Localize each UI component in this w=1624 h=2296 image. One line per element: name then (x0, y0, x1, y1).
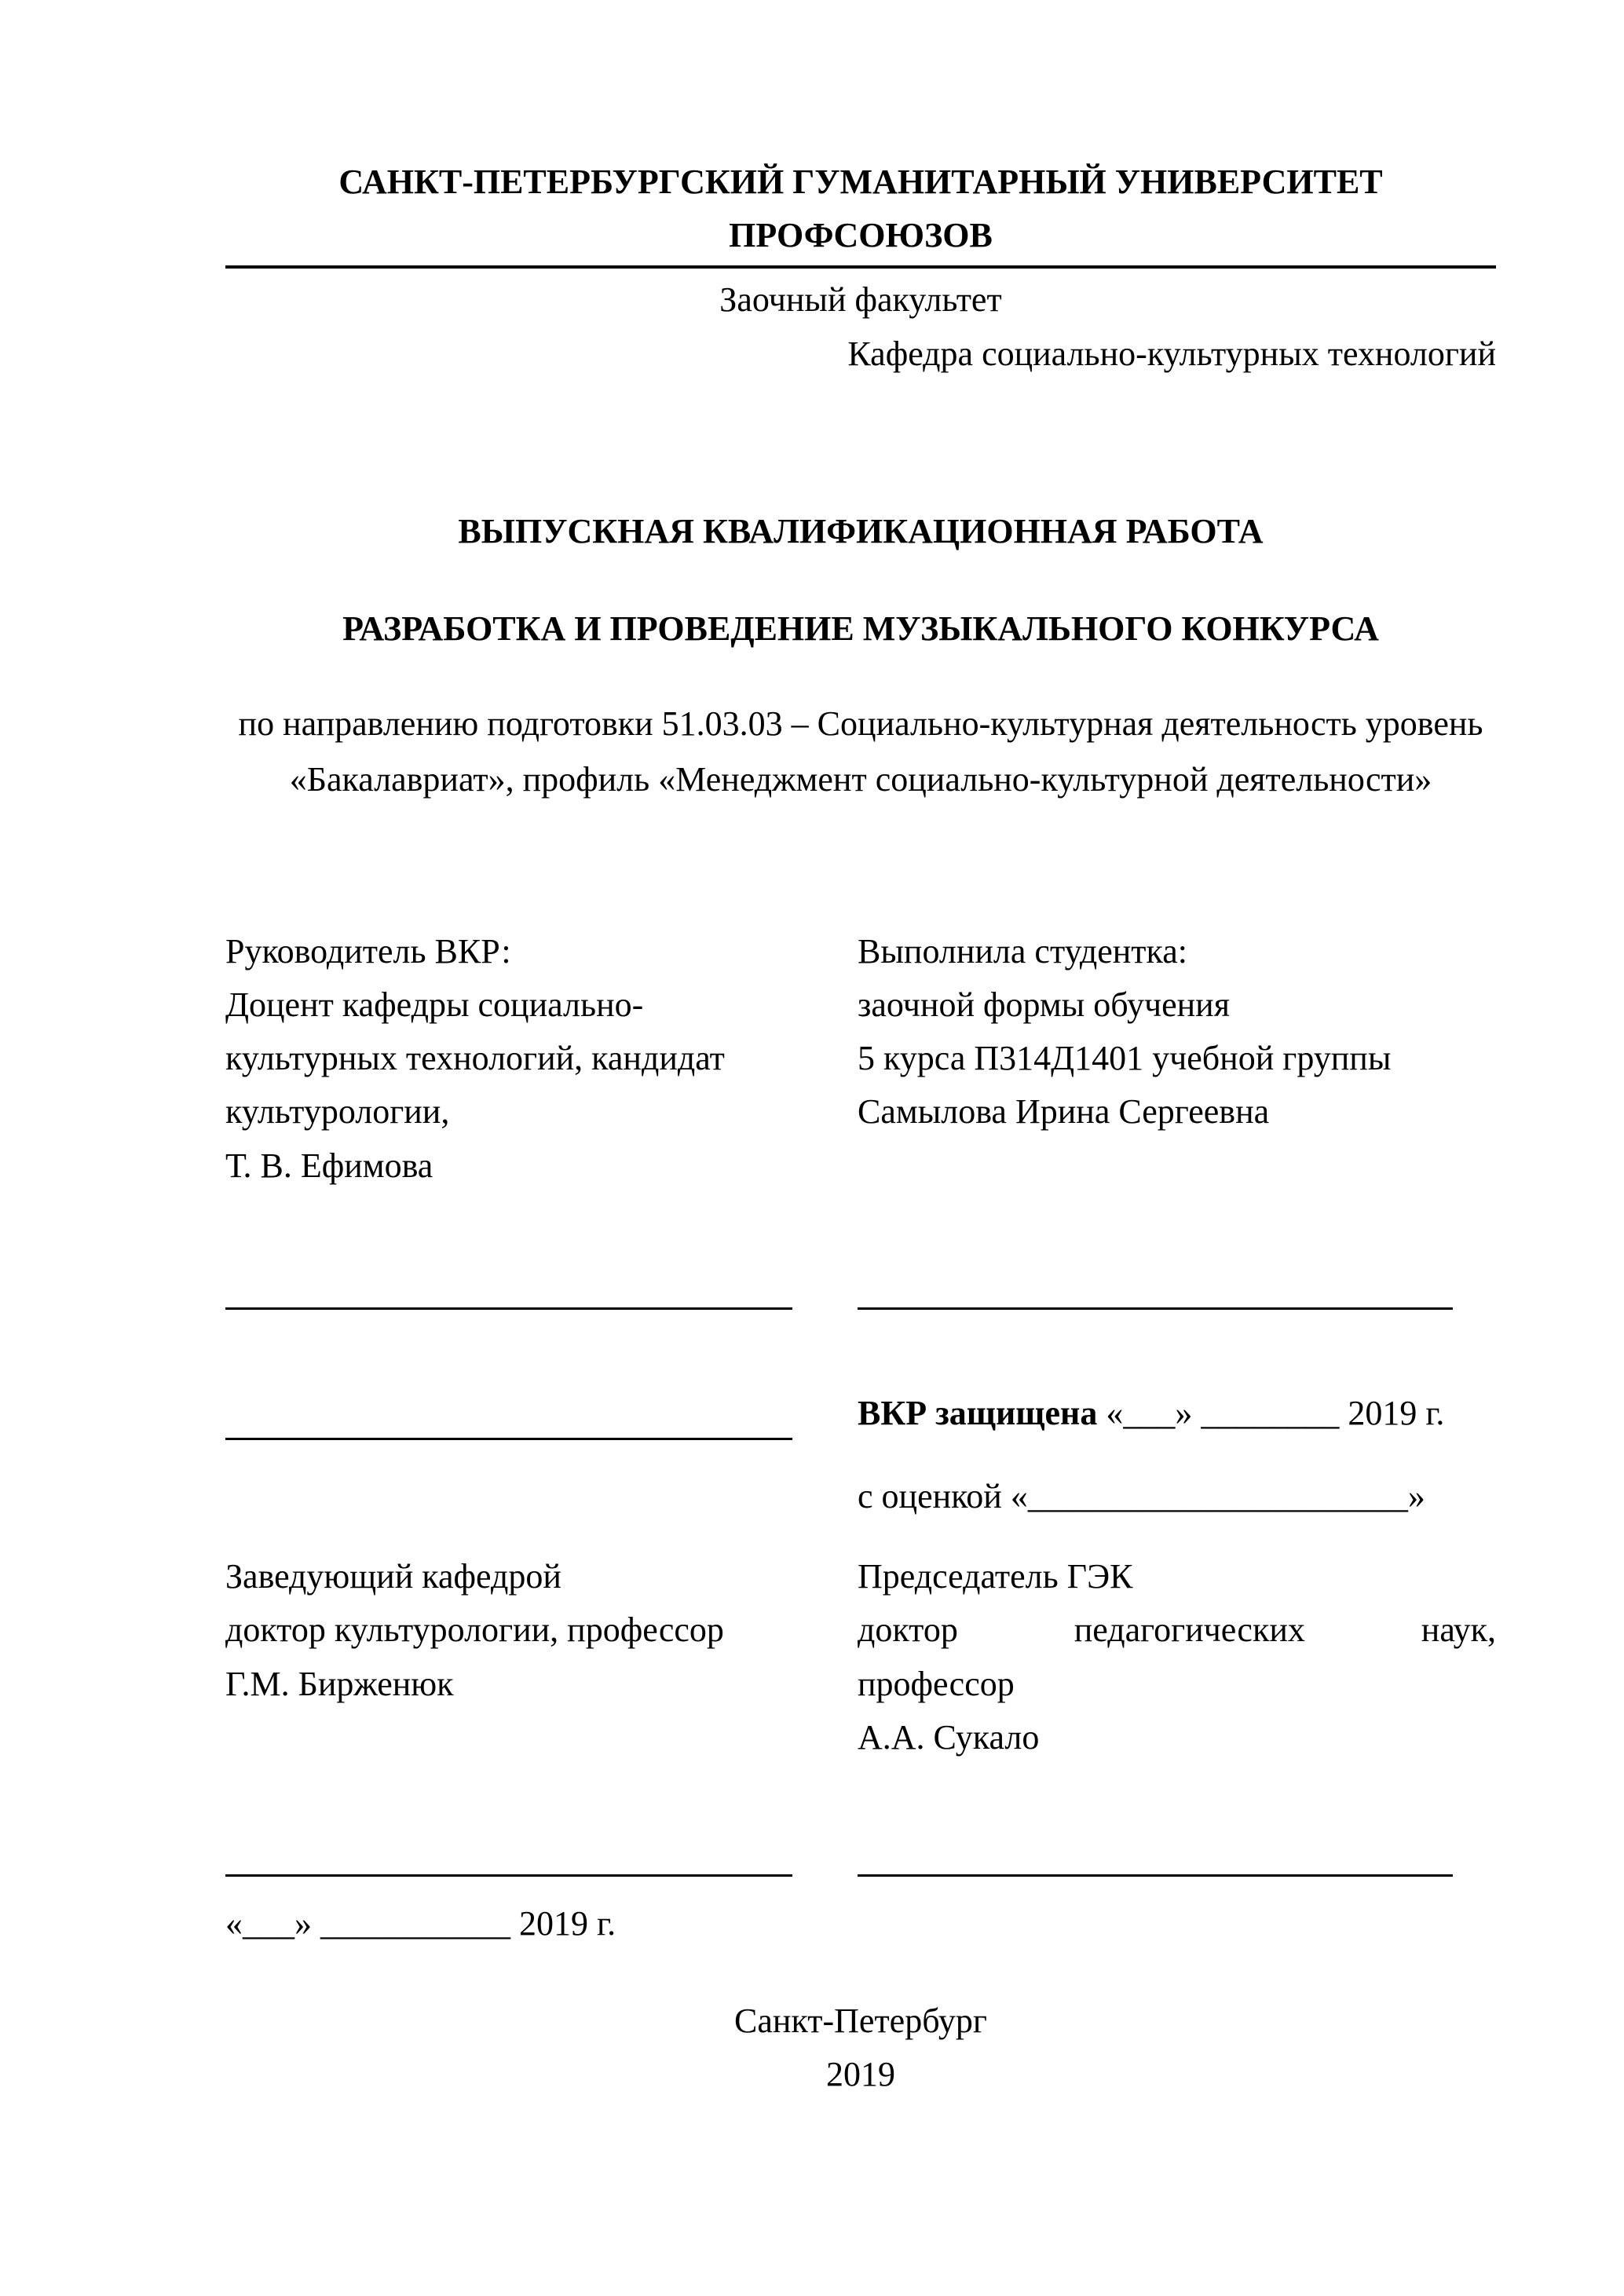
supervisor-position: Доцент кафедры социально-культурных технологий, кандидат культурологии, (225, 985, 725, 1132)
student-group: 5 курса П314Д1401 учебной группы (858, 1039, 1392, 1078)
officials-row (225, 1550, 1496, 1764)
document-footer (225, 1994, 1496, 2101)
faculty-name: Заочный факультет (719, 280, 1002, 320)
supervisor-name: Т. В. Ефимова (225, 1146, 433, 1185)
work-type-title: ВЫПУСКНАЯ КВАЛИФИКАЦИОННАЯ РАБОТА (458, 511, 1264, 550)
date-blank-line: «___» ___________ 2019 г. (225, 1903, 616, 1943)
footer-city: Санкт-Петербург (734, 2002, 987, 2041)
gek-chair-signature-line (858, 1835, 1453, 1877)
head-of-department-title: Заведующий кафедрой (225, 1557, 561, 1596)
gek-chair-rank: профессор (858, 1664, 1015, 1703)
signature-row-1 (225, 1268, 1496, 1310)
defense-statement (858, 1387, 1496, 1440)
student-block (858, 925, 1496, 1193)
supervisor-signature-line (225, 1268, 792, 1310)
student-label: Выполнила студентка: (858, 931, 1187, 971)
head-of-department-block (225, 1550, 858, 1764)
program-description: по направлению подготовки 51.03.03 – Социально-культурная деятельность уровень «Бакалавриат», профиль «Менеджмент социально-культурной деятельности» (238, 704, 1483, 799)
gek-chair-block (858, 1550, 1496, 1764)
defense-date-blank: «___» ________ 2019 г. (1097, 1393, 1445, 1432)
department-name: Кафедра социально-культурных технологий (847, 334, 1496, 373)
university-name: САНКТ-ПЕТЕРБУРГСКИЙ ГУМАНИТАРНЫЙ УНИВЕРСИТЕТ ПРОФСОЮЗОВ (225, 155, 1496, 269)
head-of-department-signature-line (225, 1835, 792, 1877)
head-of-department-degree: доктор культурологии, профессор (225, 1610, 724, 1650)
student-signature-line (858, 1268, 1453, 1310)
signature-line (225, 1398, 792, 1440)
gek-chair-degree: доктор педагогических наук, (858, 1610, 1496, 1650)
document-header (225, 155, 1496, 381)
student-study-form: заочной формы обучения (858, 985, 1230, 1025)
defense-label: ВКР защищена (858, 1393, 1098, 1432)
gek-chair-name: А.А. Сукало (858, 1717, 1040, 1757)
footer-year: 2019 (826, 2055, 895, 2094)
student-name: Самылова Ирина Сергеевна (858, 1092, 1270, 1132)
work-title: РАЗРАБОТКА И ПРОВЕДЕНИЕ МУЗЫКАЛЬНОГО КОНКУРСА (342, 609, 1379, 648)
defense-row (225, 1387, 1496, 1440)
supervisor-block (225, 925, 858, 1193)
supervisor-student-row (225, 925, 1496, 1193)
supervisor-label: Руководитель ВКР: (225, 931, 511, 971)
gek-chair-title: Председатель ГЭК (858, 1557, 1133, 1596)
grade-blank-line: с оценкой «______________________» (858, 1477, 1425, 1516)
signature-row-2 (225, 1835, 1496, 1877)
head-of-department-name: Г.М. Бирженюк (225, 1664, 454, 1703)
